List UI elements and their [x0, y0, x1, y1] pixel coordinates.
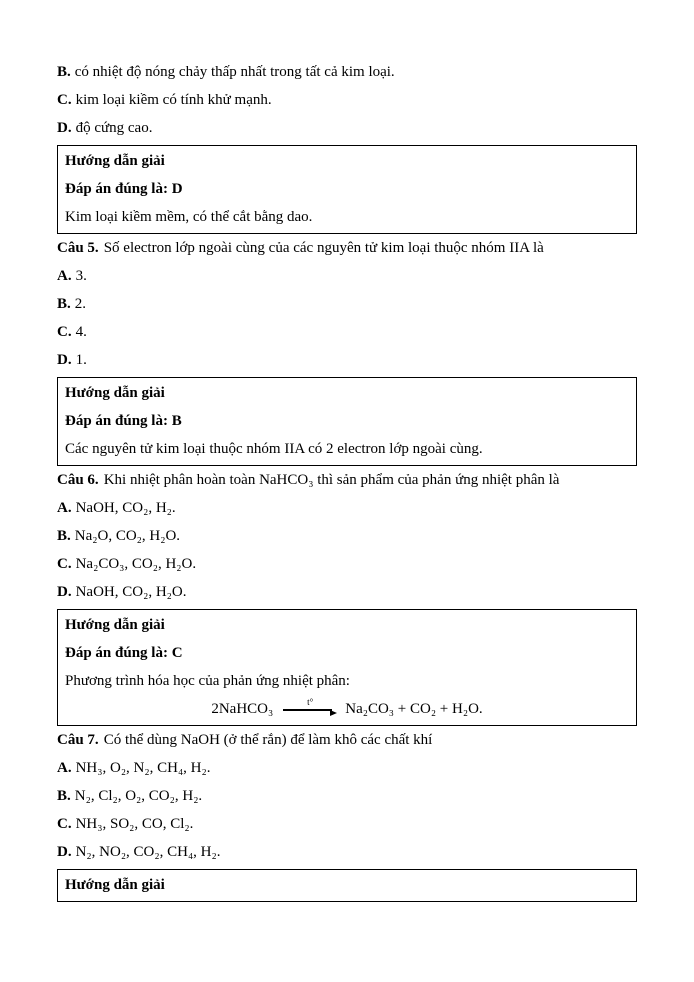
option-letter: D.: [57, 352, 72, 368]
option-letter: D.: [57, 844, 72, 860]
option-text: N₂, NO₂, CO₂, CH₄, H₂.: [75, 844, 221, 860]
option-text: 2.: [74, 296, 87, 312]
option-letter: C.: [57, 556, 72, 572]
option-letter: A.: [57, 268, 72, 284]
option-text: NaOH, CO₂, H₂O.: [75, 584, 187, 600]
question-number: Câu 6.: [57, 472, 99, 488]
option-text: 3.: [75, 268, 87, 284]
equation-rhs: Na₂CO₃ + CO₂ + H₂O.: [345, 701, 483, 717]
option-text: có nhiệt độ nóng chảy thấp nhất trong tất cả kim loại.: [74, 64, 395, 80]
question-7-option-d: [57, 838, 637, 866]
question-5-option-c: [57, 318, 637, 346]
question-5-option-a: [57, 262, 637, 290]
prev-question-option-c: [57, 86, 637, 114]
correct-answer: Đáp án đúng là: C: [65, 645, 183, 661]
solution-heading: Hướng dẫn giải: [65, 385, 165, 401]
option-letter: A.: [57, 500, 72, 516]
question-text: Có thể dùng NaOH (ở thể rắn) để làm khô các chất khí: [103, 732, 433, 748]
solution-box-3: [57, 609, 637, 726]
solution-explanation: Các nguyên tử kim loại thuộc nhóm IIA có 2 electron lớp ngoài cùng.: [65, 441, 483, 457]
solution-heading: Hướng dẫn giải: [65, 153, 165, 169]
correct-answer: Đáp án đúng là: B: [65, 413, 182, 429]
arrow-condition-label: t°: [307, 697, 314, 707]
option-letter: D.: [57, 584, 72, 600]
option-letter: C.: [57, 92, 72, 108]
solution-box-1: [57, 145, 637, 234]
option-text: NaOH, CO₂, H₂.: [75, 500, 176, 516]
option-text: 1.: [75, 352, 87, 368]
option-text: độ cứng cao.: [75, 120, 153, 136]
question-7-title: [57, 726, 637, 754]
equation-lhs: 2NaHCO₃: [211, 701, 274, 717]
solution-explanation: Kim loại kiềm mềm, có thể cắt bằng dao.: [65, 209, 313, 225]
solution-heading: Hướng dẫn giải: [65, 617, 165, 633]
prev-question-option-b: [57, 58, 637, 86]
solution-box-4: [57, 869, 637, 902]
option-letter: A.: [57, 760, 72, 776]
question-text: Số electron lớp ngoài cùng của các nguyên tử kim loại thuộc nhóm IIA là: [103, 240, 544, 256]
solution-explanation: Phương trình hóa học của phản ứng nhiệt phân:: [65, 673, 350, 689]
question-text: Khi nhiệt phân hoàn toàn NaHCO₃ thì sản phẩm của phản ứng nhiệt phân là: [103, 472, 560, 488]
arrow-shaft: [283, 709, 332, 710]
question-7-option-a: [57, 754, 637, 782]
question-7-option-c: [57, 810, 637, 838]
solution-box-2: [57, 377, 637, 466]
question-5-option-b: [57, 290, 637, 318]
option-letter: B.: [57, 296, 71, 312]
option-letter: B.: [57, 64, 71, 80]
option-letter: C.: [57, 324, 72, 340]
solution-heading: Hướng dẫn giải: [65, 877, 165, 893]
question-number: Câu 5.: [57, 240, 99, 256]
option-text: NH₃, SO₂, CO, Cl₂.: [75, 816, 194, 832]
question-6-option-d: [57, 578, 637, 606]
question-6-option-b: [57, 522, 637, 550]
option-text: Na₂CO₃, CO₂, H₂O.: [75, 556, 197, 572]
arrow-head: [330, 710, 337, 716]
option-text: kim loại kiềm có tính khử mạnh.: [75, 92, 272, 108]
option-letter: D.: [57, 120, 72, 136]
option-letter: B.: [57, 788, 71, 804]
prev-question-option-d: [57, 114, 637, 142]
option-text: Na₂O, CO₂, H₂O.: [74, 528, 181, 544]
question-number: Câu 7.: [57, 732, 99, 748]
question-5-option-d: [57, 346, 637, 374]
option-letter: B.: [57, 528, 71, 544]
option-letter: C.: [57, 816, 72, 832]
chemical-equation: [65, 695, 629, 723]
question-7-option-b: [57, 782, 637, 810]
question-6-title: [57, 466, 637, 494]
correct-answer: Đáp án đúng là: D: [65, 181, 183, 197]
option-text: N₂, Cl₂, O₂, CO₂, H₂.: [74, 788, 203, 804]
question-5-title: [57, 234, 637, 262]
question-6-option-c: [57, 550, 637, 578]
reaction-arrow-icon: [283, 699, 337, 716]
option-text: 4.: [75, 324, 87, 340]
question-6-option-a: [57, 494, 637, 522]
option-text: NH₃, O₂, N₂, CH₄, H₂.: [75, 760, 211, 776]
